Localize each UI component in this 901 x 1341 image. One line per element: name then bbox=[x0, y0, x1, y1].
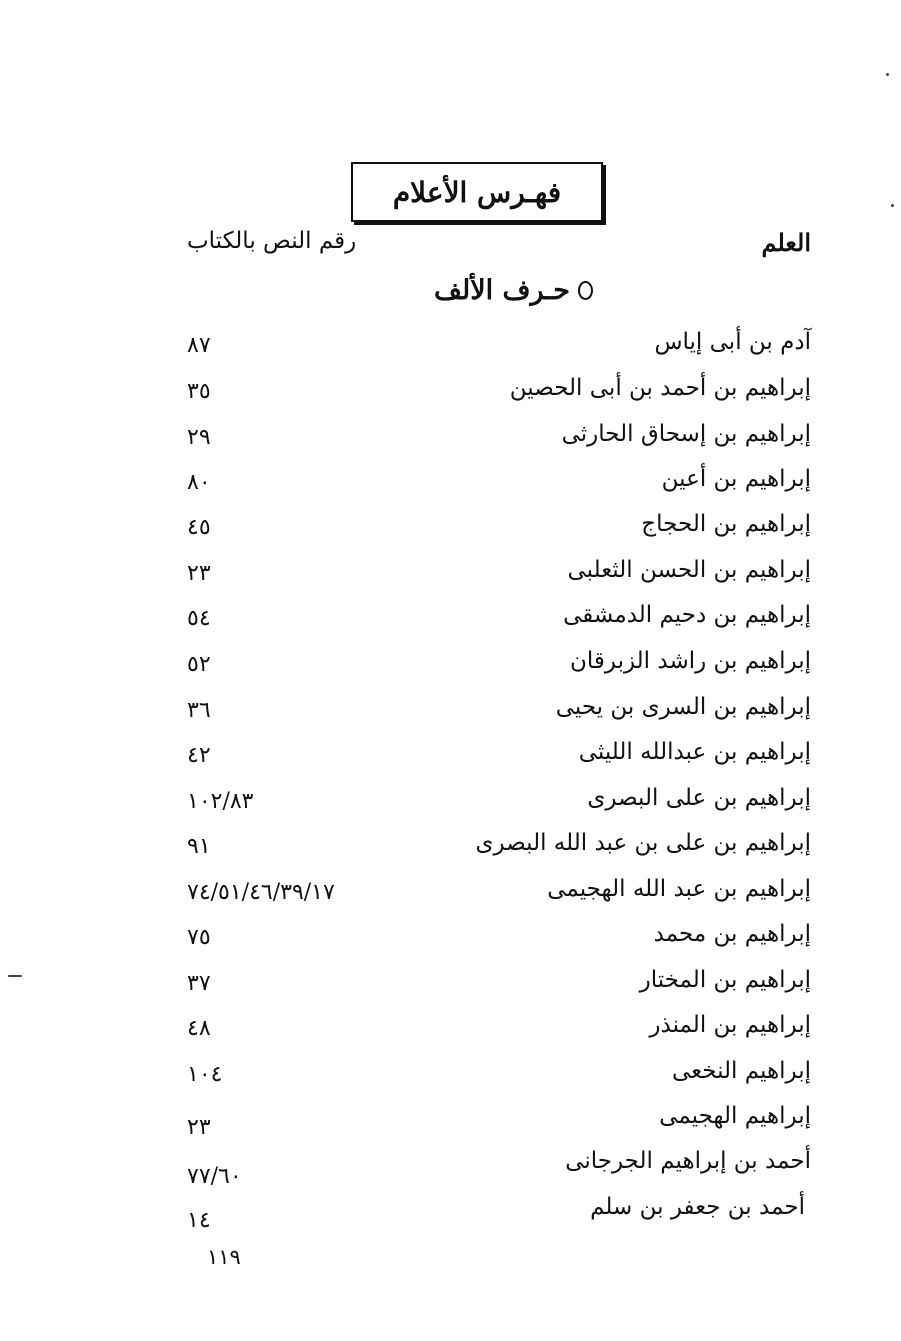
entry-ref: ٨٠ bbox=[187, 470, 211, 495]
entry-ref: ٥٢ bbox=[187, 652, 211, 677]
list-item bbox=[0, 552, 901, 596]
list-item bbox=[0, 1098, 901, 1142]
entry-name: إبراهيم بن عبد الله الهجيمى bbox=[547, 876, 811, 902]
entry-ref: ٤٨ bbox=[187, 1016, 211, 1041]
entry-ref: ٣٥ bbox=[187, 379, 211, 404]
entry-name: إبراهيم بن إسحاق الحارثى bbox=[561, 421, 811, 447]
list-item bbox=[0, 1053, 901, 1097]
section-heading-text: حـرف الألف bbox=[434, 275, 570, 306]
list-item bbox=[0, 324, 901, 368]
entry-ref: ٢٩ bbox=[187, 425, 211, 450]
entry-name: إبراهيم بن عبدالله الليثى bbox=[578, 739, 811, 765]
entry-name: إبراهيم الهجيمى bbox=[659, 1103, 811, 1129]
scan-speck bbox=[8, 975, 22, 977]
entry-ref: ٢٣ bbox=[187, 1115, 211, 1140]
list-item bbox=[0, 962, 901, 1006]
entry-name: إبراهيم النخعى bbox=[671, 1058, 811, 1084]
list-item bbox=[0, 825, 901, 869]
entry-name: آدم بن أبى إياس bbox=[654, 329, 811, 355]
column-header-name: العلم bbox=[761, 228, 811, 257]
list-item bbox=[0, 1143, 901, 1187]
scan-speck bbox=[886, 73, 889, 76]
scan-speck bbox=[891, 204, 894, 207]
entry-name: إبراهيم بن أعين bbox=[661, 466, 811, 492]
entry-name: إبراهيم بن على بن عبد الله البصرى bbox=[475, 830, 811, 856]
column-header-ref: رقم النص بالكتاب bbox=[187, 228, 357, 254]
entry-name: إبراهيم بن على البصرى bbox=[587, 785, 811, 811]
list-item bbox=[0, 643, 901, 687]
list-item bbox=[0, 461, 901, 505]
list-item bbox=[0, 780, 901, 824]
list-item bbox=[0, 734, 901, 778]
list-item bbox=[0, 597, 901, 641]
entry-ref: ٧٧/٦٠ bbox=[187, 1164, 242, 1189]
entry-ref: ٢٣ bbox=[187, 561, 211, 586]
entry-ref: ٣٧ bbox=[187, 971, 211, 996]
entry-ref: ٩١ bbox=[187, 834, 211, 859]
entry-name: إبراهيم بن راشد الزبرقان bbox=[569, 648, 811, 674]
entry-ref: ١٠٤ bbox=[187, 1062, 223, 1087]
entry-ref: ١٤ bbox=[187, 1208, 211, 1233]
entry-ref: ٨٧ bbox=[187, 333, 211, 358]
list-item bbox=[0, 916, 901, 960]
list-item bbox=[0, 370, 901, 414]
list-item bbox=[0, 506, 901, 550]
page-number: ١١٩ bbox=[207, 1245, 241, 1269]
entry-name: إبراهيم بن محمد bbox=[653, 921, 811, 947]
entry-name: إبراهيم بن دحيم الدمشقى bbox=[563, 602, 811, 628]
entry-ref: ٥٤ bbox=[187, 606, 211, 631]
entry-ref: ٣٦ bbox=[187, 698, 211, 723]
entry-ref: ٤٥ bbox=[187, 515, 211, 540]
list-item bbox=[0, 871, 901, 915]
entry-name: إبراهيم بن المختار bbox=[639, 967, 811, 993]
entry-name: أحمد بن جعفر بن سلم bbox=[590, 1194, 805, 1220]
list-item bbox=[0, 1007, 901, 1051]
entry-ref: ٤٢ bbox=[187, 743, 211, 768]
entry-name: إبراهيم بن الحسن الثعلبى bbox=[567, 557, 811, 583]
entry-ref: ٧٤/٥١/٤٦/٣٩/١٧ bbox=[187, 880, 335, 905]
list-item bbox=[0, 689, 901, 733]
entry-name: إبراهيم بن الحجاج bbox=[641, 511, 811, 537]
list-item bbox=[0, 1189, 901, 1233]
entry-ref: ١٠٢/٨٣ bbox=[187, 789, 254, 814]
index-title: فهـرس الأعلام bbox=[392, 175, 562, 209]
entry-name: أحمد بن إبراهيم الجرجانى bbox=[565, 1148, 811, 1174]
entry-name: إبراهيم بن السرى بن يحيى bbox=[555, 694, 811, 720]
entry-name: إبراهيم بن أحمد بن أبى الحصين bbox=[509, 375, 811, 401]
list-item bbox=[0, 416, 901, 460]
entry-ref: ٧٥ bbox=[187, 925, 211, 950]
entry-name: إبراهيم بن المنذر bbox=[649, 1012, 811, 1038]
